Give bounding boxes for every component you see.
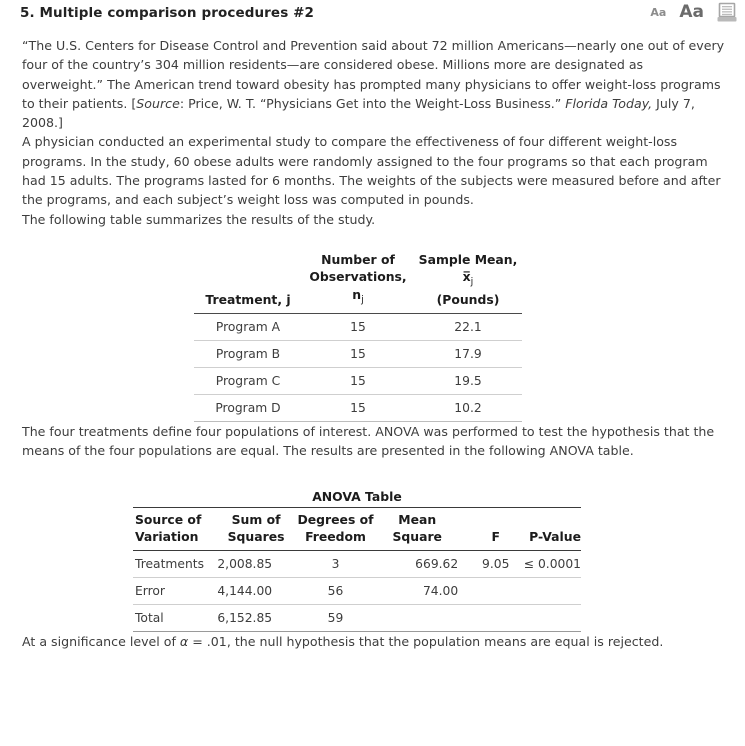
- table-row: [133, 550, 581, 577]
- quote-text-part2: : Price, W. T. “Physicians Get into the Weight-Loss Business.”: [179, 95, 566, 111]
- cell-treatment: Program B: [194, 340, 302, 367]
- cell-observations: 15: [302, 367, 414, 394]
- table-row: [194, 340, 522, 367]
- conclusion-text-post: = .01, the null hypothesis that the population means are equal is rejected.: [188, 633, 664, 649]
- cell-f-statistic: [470, 604, 521, 631]
- cell-p-value: [521, 604, 581, 631]
- header-observations: [302, 251, 414, 313]
- decrease-font-size-label: Aa: [650, 6, 667, 19]
- header-mean-square: [376, 507, 470, 550]
- cell-treatment: Program D: [194, 394, 302, 421]
- paragraph-conclusion: [22, 632, 725, 651]
- header-source-line1: Source of: [135, 511, 202, 527]
- anova-table-head: [133, 507, 581, 550]
- cell-observations: 15: [302, 394, 414, 421]
- cell-sample-mean: 19.5: [414, 367, 522, 394]
- summary-table-head: [194, 251, 522, 313]
- header-degrees-of-freedom: [295, 507, 376, 550]
- cell-degrees-of-freedom: 59: [295, 604, 376, 631]
- cell-sample-mean: 22.1: [414, 313, 522, 340]
- summary-table-container: [0, 251, 745, 422]
- header-sample-mean-units: (Pounds): [436, 292, 500, 308]
- cell-sum-of-squares: 6,152.85: [217, 604, 294, 631]
- table-row: [194, 394, 522, 421]
- quote-text-part3: July 7, 2008.]: [22, 95, 695, 131]
- cell-observations: 15: [302, 340, 414, 367]
- header-df-line1: Degrees of: [297, 511, 374, 527]
- increase-font-size-icon[interactable]: [679, 4, 704, 21]
- cell-f-statistic: [470, 577, 521, 604]
- alpha-symbol: α: [179, 633, 189, 649]
- cell-degrees-of-freedom: 3: [295, 550, 376, 577]
- header-source-line2: Variation: [135, 529, 199, 545]
- header-ms-line2: Square: [392, 529, 442, 545]
- paragraph-anova-intro: The four treatments define four populations of interest. ANOVA was performed to test the hypothesis that the means of the four populations are equal. The results are presented in the following ANOVA table.: [22, 423, 715, 459]
- decrease-font-size-icon[interactable]: [650, 7, 666, 18]
- header-toolbar: [650, 2, 737, 23]
- page-title: 5. Multiple comparison procedures #2: [20, 5, 315, 21]
- cell-sample-mean: 17.9: [414, 340, 522, 367]
- table-row: [133, 604, 581, 631]
- header-ms-line1: Mean: [398, 511, 437, 527]
- header-sample-mean-line1: Sample Mean, x̅: [418, 251, 518, 285]
- cell-mean-square: 669.62: [376, 550, 470, 577]
- page-header: [0, 0, 745, 36]
- summary-table-header-row: [194, 251, 522, 313]
- cell-source: Error: [133, 577, 217, 604]
- anova-table-body: [133, 550, 581, 631]
- header-sum-of-squares: [217, 507, 294, 550]
- header-treatment: [194, 251, 302, 313]
- header-p-value: P-Value: [521, 507, 581, 550]
- cell-mean-square: [376, 604, 470, 631]
- paragraph-study-description: A physician conducted an experimental study to compare the effectiveness of four different weight-loss programs. In the study, 60 obese adults were randomly assigned to the four programs so that each program had 15 adults. The programs lasted for 6 months. The weights of the subjects were measured before and after the programs, and each subject’s weight loss was computed in pounds.: [22, 134, 721, 208]
- cell-treatment: Program C: [194, 367, 302, 394]
- cell-f-statistic: 9.05: [470, 550, 521, 577]
- header-sample-mean: [414, 251, 522, 313]
- increase-font-size-label: Aa: [679, 2, 704, 22]
- summary-table: [194, 251, 522, 422]
- conclusion-text-pre: At a significance level of: [22, 633, 180, 649]
- header-sample-mean-subscript: j: [470, 276, 474, 288]
- header-f-statistic: F: [470, 507, 521, 550]
- cell-p-value: [521, 577, 581, 604]
- cell-mean-square: 74.00: [376, 577, 470, 604]
- anova-table: [133, 507, 581, 632]
- summary-table-body: [194, 313, 522, 421]
- cell-degrees-of-freedom: 56: [295, 577, 376, 604]
- header-observations-line2: Observations, n: [309, 269, 407, 302]
- cell-sum-of-squares: 4,144.00: [217, 577, 294, 604]
- header-ss-line2: Squares: [227, 529, 285, 545]
- cell-observations: 15: [302, 313, 414, 340]
- header-df-line2: Freedom: [305, 529, 366, 545]
- header-observations-subscript: j: [361, 294, 364, 306]
- source-publication: Florida Today,: [565, 95, 653, 111]
- source-label: Source: [136, 95, 180, 111]
- cell-p-value: ≤ 0.0001: [521, 550, 581, 577]
- cell-sample-mean: 10.2: [414, 394, 522, 421]
- paragraph-quote: [22, 36, 725, 132]
- document-content-3: [0, 632, 745, 651]
- anova-table-container: [0, 489, 745, 632]
- cell-treatment: Program A: [194, 313, 302, 340]
- header-source-of-variation: [133, 507, 217, 550]
- table-row: [133, 577, 581, 604]
- anova-table-title: ANOVA Table: [312, 488, 402, 504]
- reading-mode-icon[interactable]: [717, 2, 737, 23]
- paragraph-table-intro: The following table summarizes the results of the study.: [22, 211, 376, 227]
- cell-source: Total: [133, 604, 217, 631]
- document-content: [0, 36, 745, 229]
- header-observations-line1: Number of: [321, 251, 395, 267]
- table-row: [194, 367, 522, 394]
- header-ss-line1: Sum of: [231, 511, 281, 527]
- cell-sum-of-squares: 2,008.85: [217, 550, 294, 577]
- table-row: [194, 313, 522, 340]
- anova-table-header-row: [133, 507, 581, 550]
- cell-source: Treatments: [133, 550, 217, 577]
- quote-text-part1: “The U.S. Centers for Disease Control and Prevention said about 72 million Americans—nearly one out of every four of the country’s 304 million residents—are considered obese. Millions more are designated as overweight.” The American trend toward obesity has prompted many physicians to offer weight-loss programs to their patients. [: [22, 38, 725, 111]
- header-treatment-label: Treatment, j: [205, 292, 291, 308]
- document-content-2: [0, 422, 745, 461]
